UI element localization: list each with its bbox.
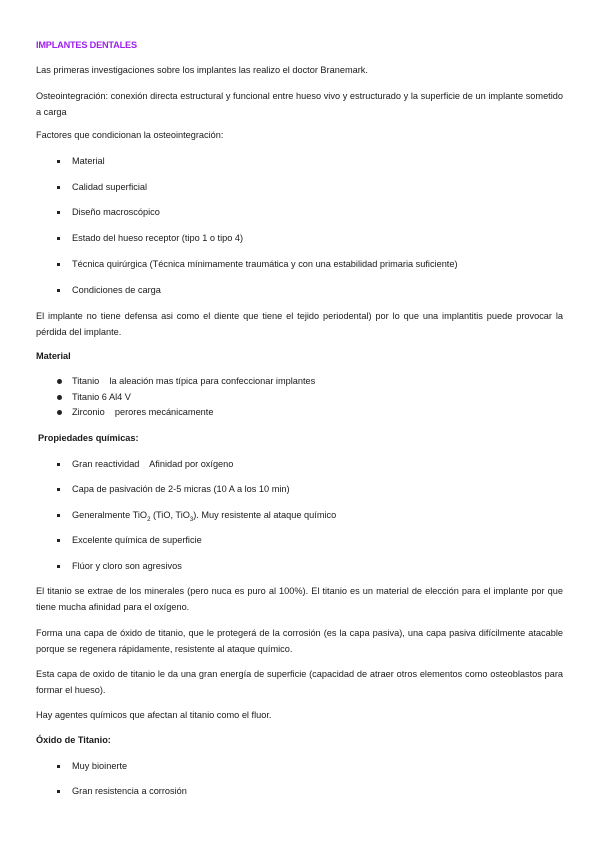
bullet-icon — [57, 379, 62, 384]
list-item: Flúor y cloro son agresivos — [57, 559, 182, 574]
list-item: Titanio la aleación mas típica para confeccionar implantes — [57, 374, 315, 389]
section-heading: Óxido de Titanio: — [36, 735, 111, 745]
section-heading: Material — [36, 351, 71, 361]
bullet-icon — [57, 514, 60, 517]
list-item: Estado del hueso receptor (tipo 1 o tipo 4) — [57, 231, 243, 246]
paragraph: El implante no tiene defensa asi como el diente que tiene el tejido periodental) por lo que una implantitis puede provocar la pérdida del implante. — [36, 311, 563, 337]
list-item: Excelente química de superficie — [57, 533, 202, 548]
list-item: Material — [57, 154, 105, 169]
bullet-icon — [57, 463, 60, 466]
document-title: IMPLANTES DENTALES — [36, 40, 137, 50]
list-item: Calidad superficial — [57, 180, 147, 195]
list-item: Generalmente TiO$_2$ (TiO, TiO$_3$). Muy resistente al ataque químico — [57, 508, 336, 528]
paragraph: Forma una capa de óxido de titanio, que le protegerá de la corrosión (es la capa pasiva), una capa pasiva difícilmente atacable porque se regenera rápidamente, resistente al ataque químico. — [36, 628, 563, 654]
list-item: Muy bioinerte — [57, 759, 127, 774]
paragraph: El titanio se extrae de los minerales (pero nuca es puro al 100%). El titanio es un material de elección para el implante por que tiene mucha afinidad para el oxígeno. — [36, 586, 563, 612]
bullet-icon — [57, 395, 62, 400]
bullet-icon — [57, 488, 60, 491]
paragraph: Hay agentes químicos que afectan al titanio como el fluor. — [36, 710, 272, 720]
bullet-icon — [57, 790, 60, 793]
list-item: Técnica quirúrgica (Técnica mínimamente traumática y con una estabilidad primaria suficiente) — [57, 257, 458, 272]
list-item: Condiciones de carga — [57, 283, 161, 298]
paragraph: Esta capa de oxido de titanio le da una gran energía de superficie (capacidad de atraer otros elementos como osteoblastos para formar el hueso). — [36, 669, 563, 695]
paragraph: Osteointegración: conexión directa estructural y funcional entre hueso vivo y estructurado y la superficie de un implante sometido a carga — [36, 91, 563, 117]
paragraph: Factores que condicionan la osteointegración: — [36, 130, 224, 140]
bullet-icon — [57, 539, 60, 542]
paragraph: Las primeras investigaciones sobre los implantes las realizo el doctor Branemark. — [36, 65, 368, 75]
bullet-icon — [57, 237, 60, 240]
bullet-icon — [57, 410, 62, 415]
list-item: Gran resistencia a corrosión — [57, 784, 187, 799]
section-heading: Propiedades químicas: — [38, 433, 139, 443]
bullet-icon — [57, 186, 60, 189]
list-item: Gran reactividad Afinidad por oxígeno — [57, 457, 233, 472]
bullet-icon — [57, 289, 60, 292]
list-item: Titanio 6 Al4 V — [57, 390, 131, 405]
bullet-icon — [57, 160, 60, 163]
bullet-icon — [57, 565, 60, 568]
bullet-icon — [57, 765, 60, 768]
bullet-icon — [57, 211, 60, 214]
list-item: Diseño macroscópico — [57, 205, 160, 220]
bullet-icon — [57, 263, 60, 266]
list-item: Capa de pasivación de 2-5 micras (10 A a los 10 min) — [57, 482, 290, 497]
list-item: Zirconio perores mecánicamente — [57, 405, 213, 420]
